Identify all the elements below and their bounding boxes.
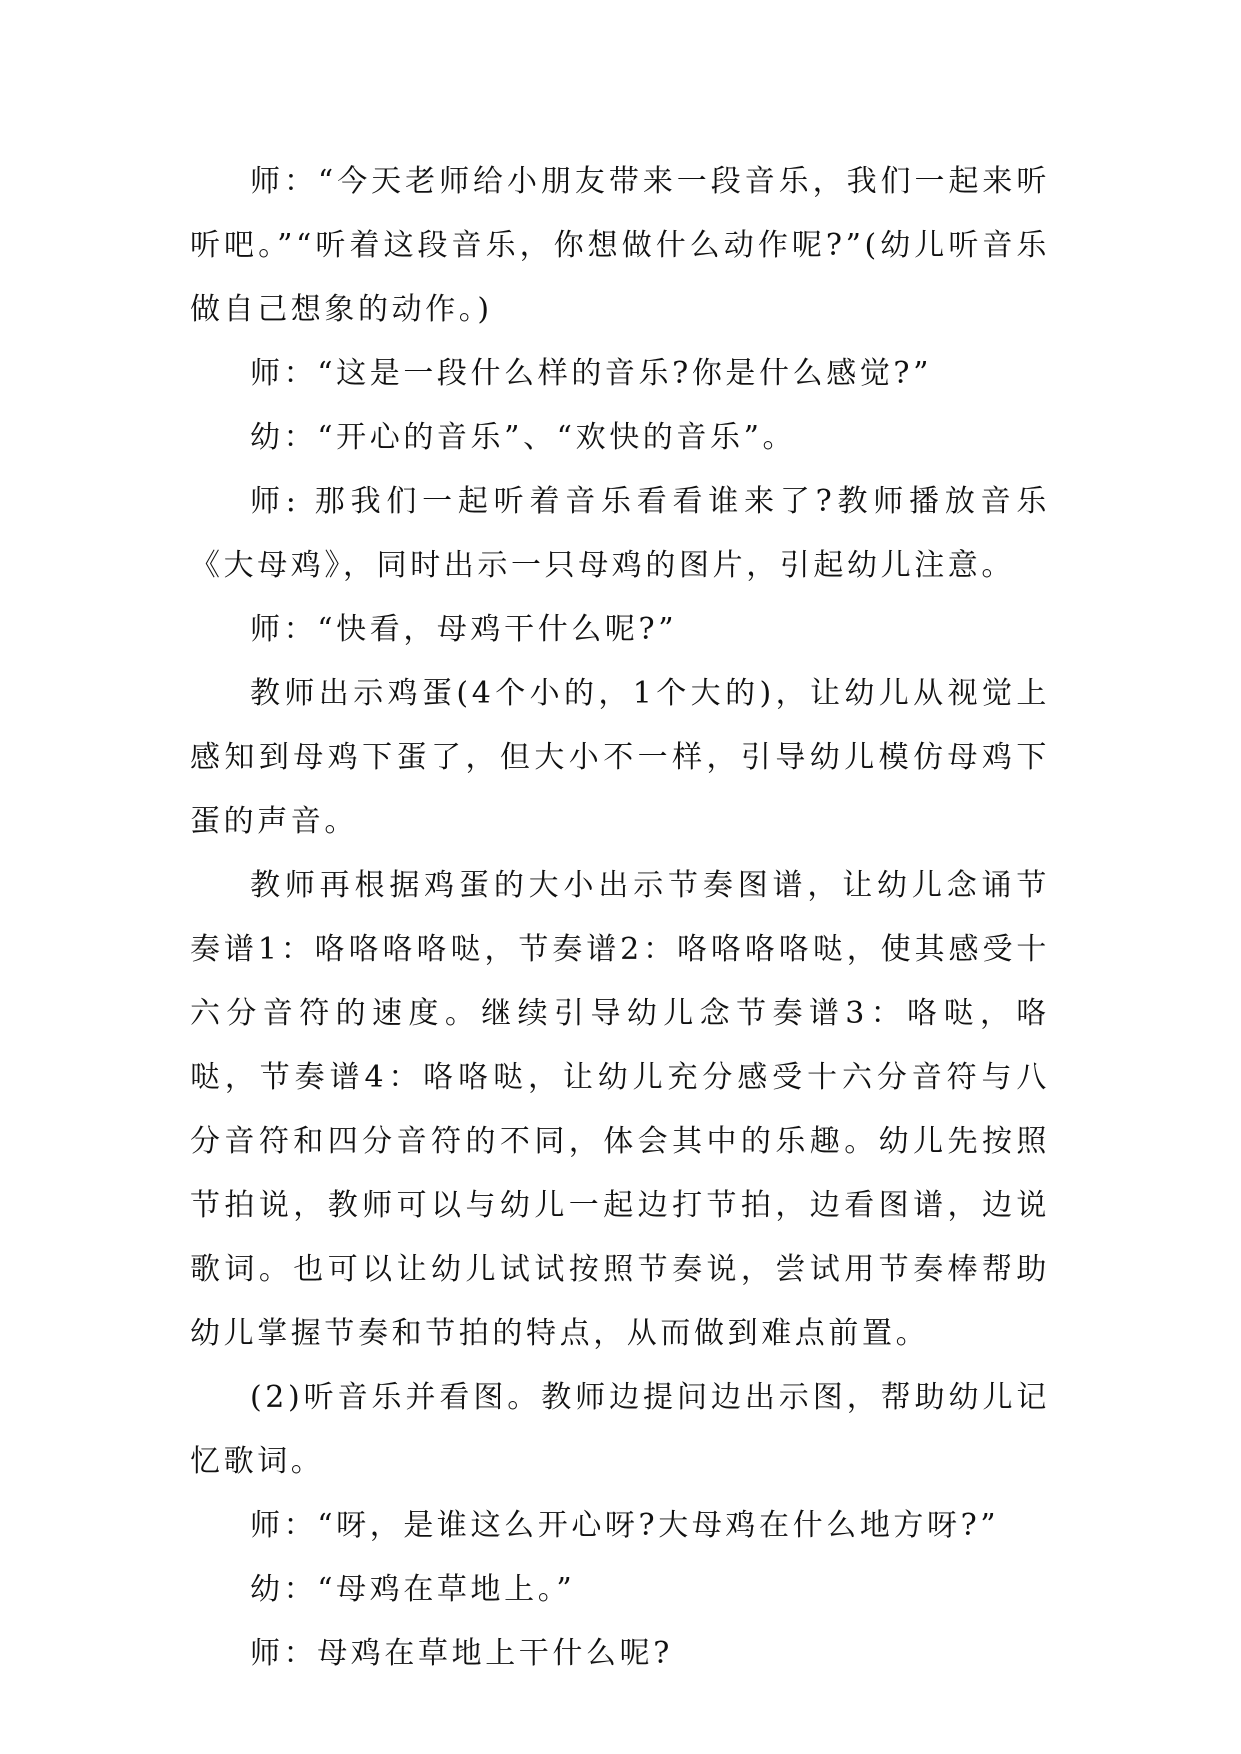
paragraph: 教师再根据鸡蛋的大小出示节奏图谱，让幼儿念诵节奏谱1：咯咯咯咯哒，节奏谱2：咯咯咯咯哒，使其感受十六分音符的速度。继续引导幼儿念节奏谱3：咯哒，咯哒，节奏谱4：咯咯哒，让幼儿充分感受十六分音符与八分音符和四分音符的不同，体会其中的乐趣。幼儿先按照节拍说，教师可以与幼儿一起边打节拍，边看图谱，边说歌词。也可以让幼儿试试按照节奏说，尝试用节奏棒帮助幼儿掌握节奏和节拍的特点，从而做到难点前置。 xyxy=(190,868,1050,1351)
paragraph: 幼：“开心的音乐”、“欢快的音乐”。 xyxy=(250,420,797,455)
paragraph: 师：“今天老师给小朋友带来一段音乐，我们一起来听听吧。”“听着这段音乐，你想做什么动作呢?”(幼儿听音乐做自己想象的动作。) xyxy=(190,164,1050,327)
paragraph: 师：“呀，是谁这么开心呀?大母鸡在什么地方呀?” xyxy=(250,1508,1000,1543)
paragraph: 师：“这是一段什么样的音乐?你是什么感觉?” xyxy=(250,356,933,391)
document-body xyxy=(190,150,1050,1686)
paragraph: 师: 那我们一起听着音乐看看谁来了?教师播放音乐《大母鸡》，同时出示一只母鸡的图片，引起幼儿注意。 xyxy=(190,484,1050,583)
paragraph: 师：“快看，母鸡干什么呢?” xyxy=(250,612,678,647)
paragraph: (2)听音乐并看图。教师边提问边出示图，帮助幼儿记忆歌词。 xyxy=(190,1380,1050,1479)
paragraph: 教师出示鸡蛋(4个小的，1个大的)，让幼儿从视觉上感知到母鸡下蛋了，但大小不一样，引导幼儿模仿母鸡下蛋的声音。 xyxy=(190,676,1050,839)
paragraph: 师：母鸡在草地上干什么呢? xyxy=(250,1636,673,1671)
paragraph: 幼：“母鸡在草地上。” xyxy=(250,1572,576,1607)
